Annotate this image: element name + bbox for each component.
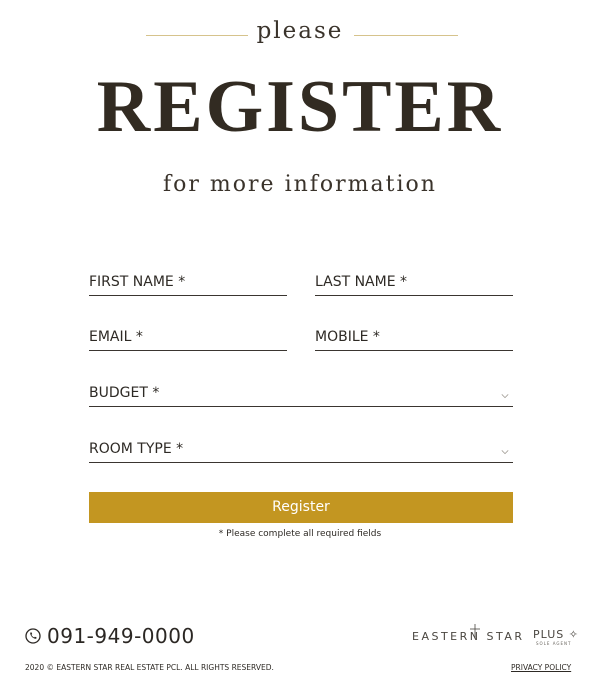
last-name-label: LAST NAME * bbox=[315, 274, 408, 290]
header-kicker-row bbox=[0, 18, 600, 52]
chevron-down-icon bbox=[501, 392, 509, 400]
star-icon bbox=[470, 624, 480, 638]
header-kicker: please bbox=[256, 18, 344, 44]
page-title: REGISTER bbox=[96, 66, 504, 148]
eastern-star-logo: EASTERN STAR bbox=[412, 630, 525, 643]
last-name-field[interactable] bbox=[315, 270, 513, 296]
budget-label: BUDGET * bbox=[89, 385, 160, 401]
email-label: EMAIL * bbox=[89, 329, 143, 345]
page-subtitle: for more information bbox=[163, 172, 437, 197]
phone-contact[interactable] bbox=[25, 622, 195, 650]
phone-number: 091-949-0000 bbox=[47, 624, 195, 648]
phone-icon bbox=[25, 628, 41, 644]
room-type-label: ROOM TYPE * bbox=[89, 441, 184, 457]
plus-logo-subtitle: SOLE AGENT bbox=[536, 641, 572, 646]
plus-logo bbox=[533, 628, 579, 641]
kicker-divider-right bbox=[354, 35, 458, 36]
email-field[interactable] bbox=[89, 325, 287, 351]
register-button[interactable]: Register bbox=[89, 492, 513, 523]
mobile-field[interactable] bbox=[315, 325, 513, 351]
copyright-text: 2020 © EASTERN STAR REAL ESTATE PCL. ALL RIGHTS RESERVED. bbox=[25, 663, 274, 672]
budget-select[interactable] bbox=[89, 381, 513, 407]
room-type-select[interactable] bbox=[89, 437, 513, 463]
sparkle-icon: ✧ bbox=[568, 628, 579, 641]
mobile-label: MOBILE * bbox=[315, 329, 380, 345]
plus-logo-text: PLUS bbox=[533, 628, 565, 641]
privacy-policy-link[interactable]: PRIVACY POLICY bbox=[511, 663, 572, 672]
chevron-down-icon bbox=[501, 448, 509, 456]
first-name-field[interactable] bbox=[89, 270, 287, 296]
required-fields-note: * Please complete all required fields bbox=[218, 529, 382, 539]
first-name-label: FIRST NAME * bbox=[89, 274, 186, 290]
